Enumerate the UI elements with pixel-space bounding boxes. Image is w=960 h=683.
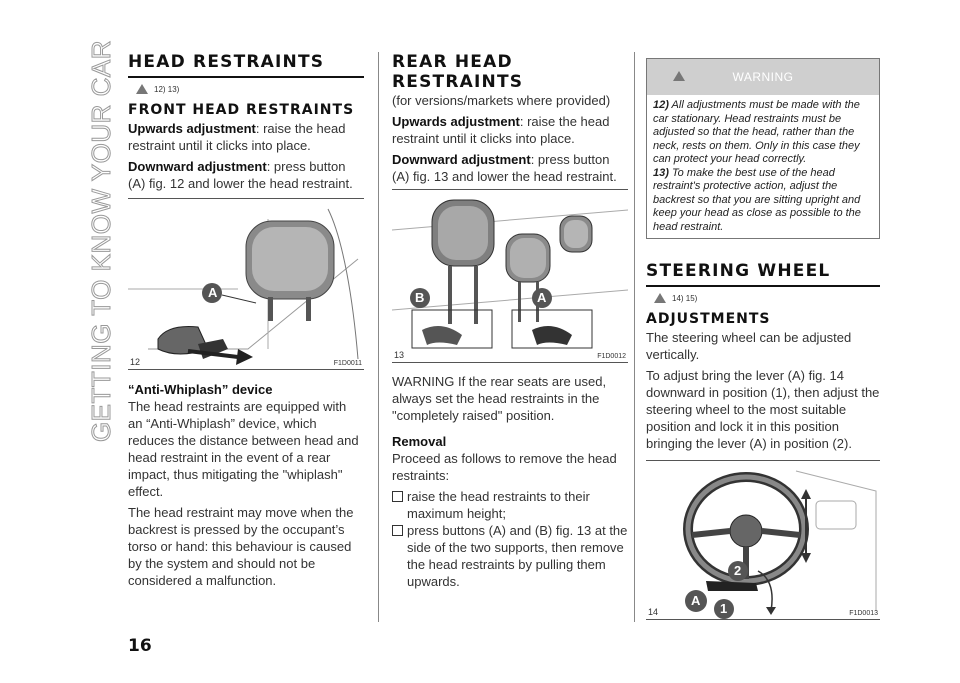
adjust-paragraph-2: To adjust bring the lever (A) fig. 14 downward in position (1), then adjust the steering wheel to the most suitable position and lock it in this position bringing the lever (A) in position (2). — [646, 368, 880, 451]
warning-box — [646, 58, 880, 239]
list-item: press buttons (A) and (B) fig. 13 at the side of the two supports, then remove the head restraints by pulling them upwards. — [392, 522, 628, 590]
anti-whiplash-paragraph-2: The head restraint may move when the backrest is pressed by the occupant’s torso or hand: this behaviour is caused by the system and should not be considered a malfunction. — [128, 505, 354, 588]
fig14-label-2: 2 — [734, 563, 742, 578]
fig14-label-1: 1 — [720, 601, 728, 616]
figure-13 — [392, 189, 628, 363]
column-divider — [378, 52, 379, 622]
figure-number: 13 — [394, 350, 405, 360]
rear-seats-warning: WARNING If the rear seats are used, always set the head restraints in the "completely raised" position. — [392, 374, 607, 423]
warning-12: 12) All adjustments must be made with the car stationary. Head restraints must be adjusted so that the head, rather than the neck, rests on them. Only in this case they can protect your head correctly. — [653, 99, 860, 165]
warning-triangle-icon — [654, 293, 666, 303]
figure-number: 12 — [130, 357, 141, 367]
anti-whiplash-paragraph-1: The head restraints are equipped with an “Anti-Whiplash” device, which reduces the distance between head and head restraint in the event of a rear impact, thus mitigating the "whiplash" effect. — [128, 399, 359, 499]
warning-header: WARNING — [647, 59, 879, 95]
column-1 — [128, 52, 364, 593]
front-head-restraint-illustration — [128, 199, 364, 369]
fig13-label-a: A — [537, 290, 547, 305]
list-item: raise the head restraints to their maximum height; — [392, 488, 628, 522]
warning-body — [647, 95, 879, 238]
section-title-rear-head-restraints: REAR HEAD RESTRAINTS — [392, 52, 524, 92]
column-divider — [634, 52, 635, 622]
steering-wheel-illustration — [646, 461, 880, 619]
warning-refs: 14) 15) — [654, 293, 880, 303]
versions-note: (for versions/markets where provided) — [392, 93, 611, 108]
fig12-label-a: A — [208, 285, 218, 300]
up-adjust-paragraph: Upwards adjustment: raise the head restraint until it clicks into place. — [128, 121, 346, 153]
figure-12 — [128, 198, 364, 370]
warning-triangle-icon — [673, 71, 685, 81]
rear-up-adjust-paragraph: Upwards adjustment: raise the head restraint until it clicks into place. — [392, 114, 610, 146]
section-side-tab: GETTING TO KNOW YOUR CAR — [86, 40, 116, 443]
figure-number: 14 — [648, 607, 659, 617]
column-3 — [646, 58, 880, 620]
column-2 — [392, 52, 628, 590]
subtitle-front-head-restraints: FRONT HEAD RESTRAINTS — [128, 102, 355, 118]
anti-whiplash-title: “Anti-Whiplash” device — [128, 382, 273, 397]
section-title-head-restraints: HEAD RESTRAINTS — [128, 52, 364, 78]
page-number: 16 — [128, 636, 152, 656]
figure-14 — [646, 460, 880, 620]
section-title-steering-wheel: STEERING WHEEL — [646, 261, 880, 287]
warning-triangle-icon — [136, 84, 148, 94]
warning-13: 13) To make the best use of the head restraint's protective action, adjust the backrest so that you are sitting upright and keep your head as close as possible to the head restraint. — [653, 166, 861, 233]
adjust-paragraph-1: The steering wheel can be adjusted vertically. — [646, 330, 852, 362]
bullet-square-icon — [392, 525, 403, 536]
bullet-square-icon — [392, 491, 403, 502]
fig13-label-b: B — [415, 290, 425, 305]
fig14-label-a: A — [691, 593, 701, 608]
warning-refs: 12) 13) — [136, 84, 364, 94]
figure-code: F1D0013 — [849, 610, 878, 617]
rear-down-adjust-paragraph: Downward adjustment: press button (A) fig. 13 and lower the head restraint. — [392, 152, 617, 184]
removal-intro: Proceed as follows to remove the head restraints: — [392, 451, 617, 483]
figure-code: F1D0012 — [597, 353, 626, 360]
figure-code: F1D0011 — [333, 360, 362, 367]
subtitle-adjustments: ADJUSTMENTS — [646, 311, 771, 327]
rear-head-restraint-illustration — [392, 190, 628, 362]
removal-title: Removal — [392, 434, 447, 449]
down-adjust-paragraph: Downward adjustment: press button (A) fig. 12 and lower the head restraint. — [128, 159, 353, 191]
